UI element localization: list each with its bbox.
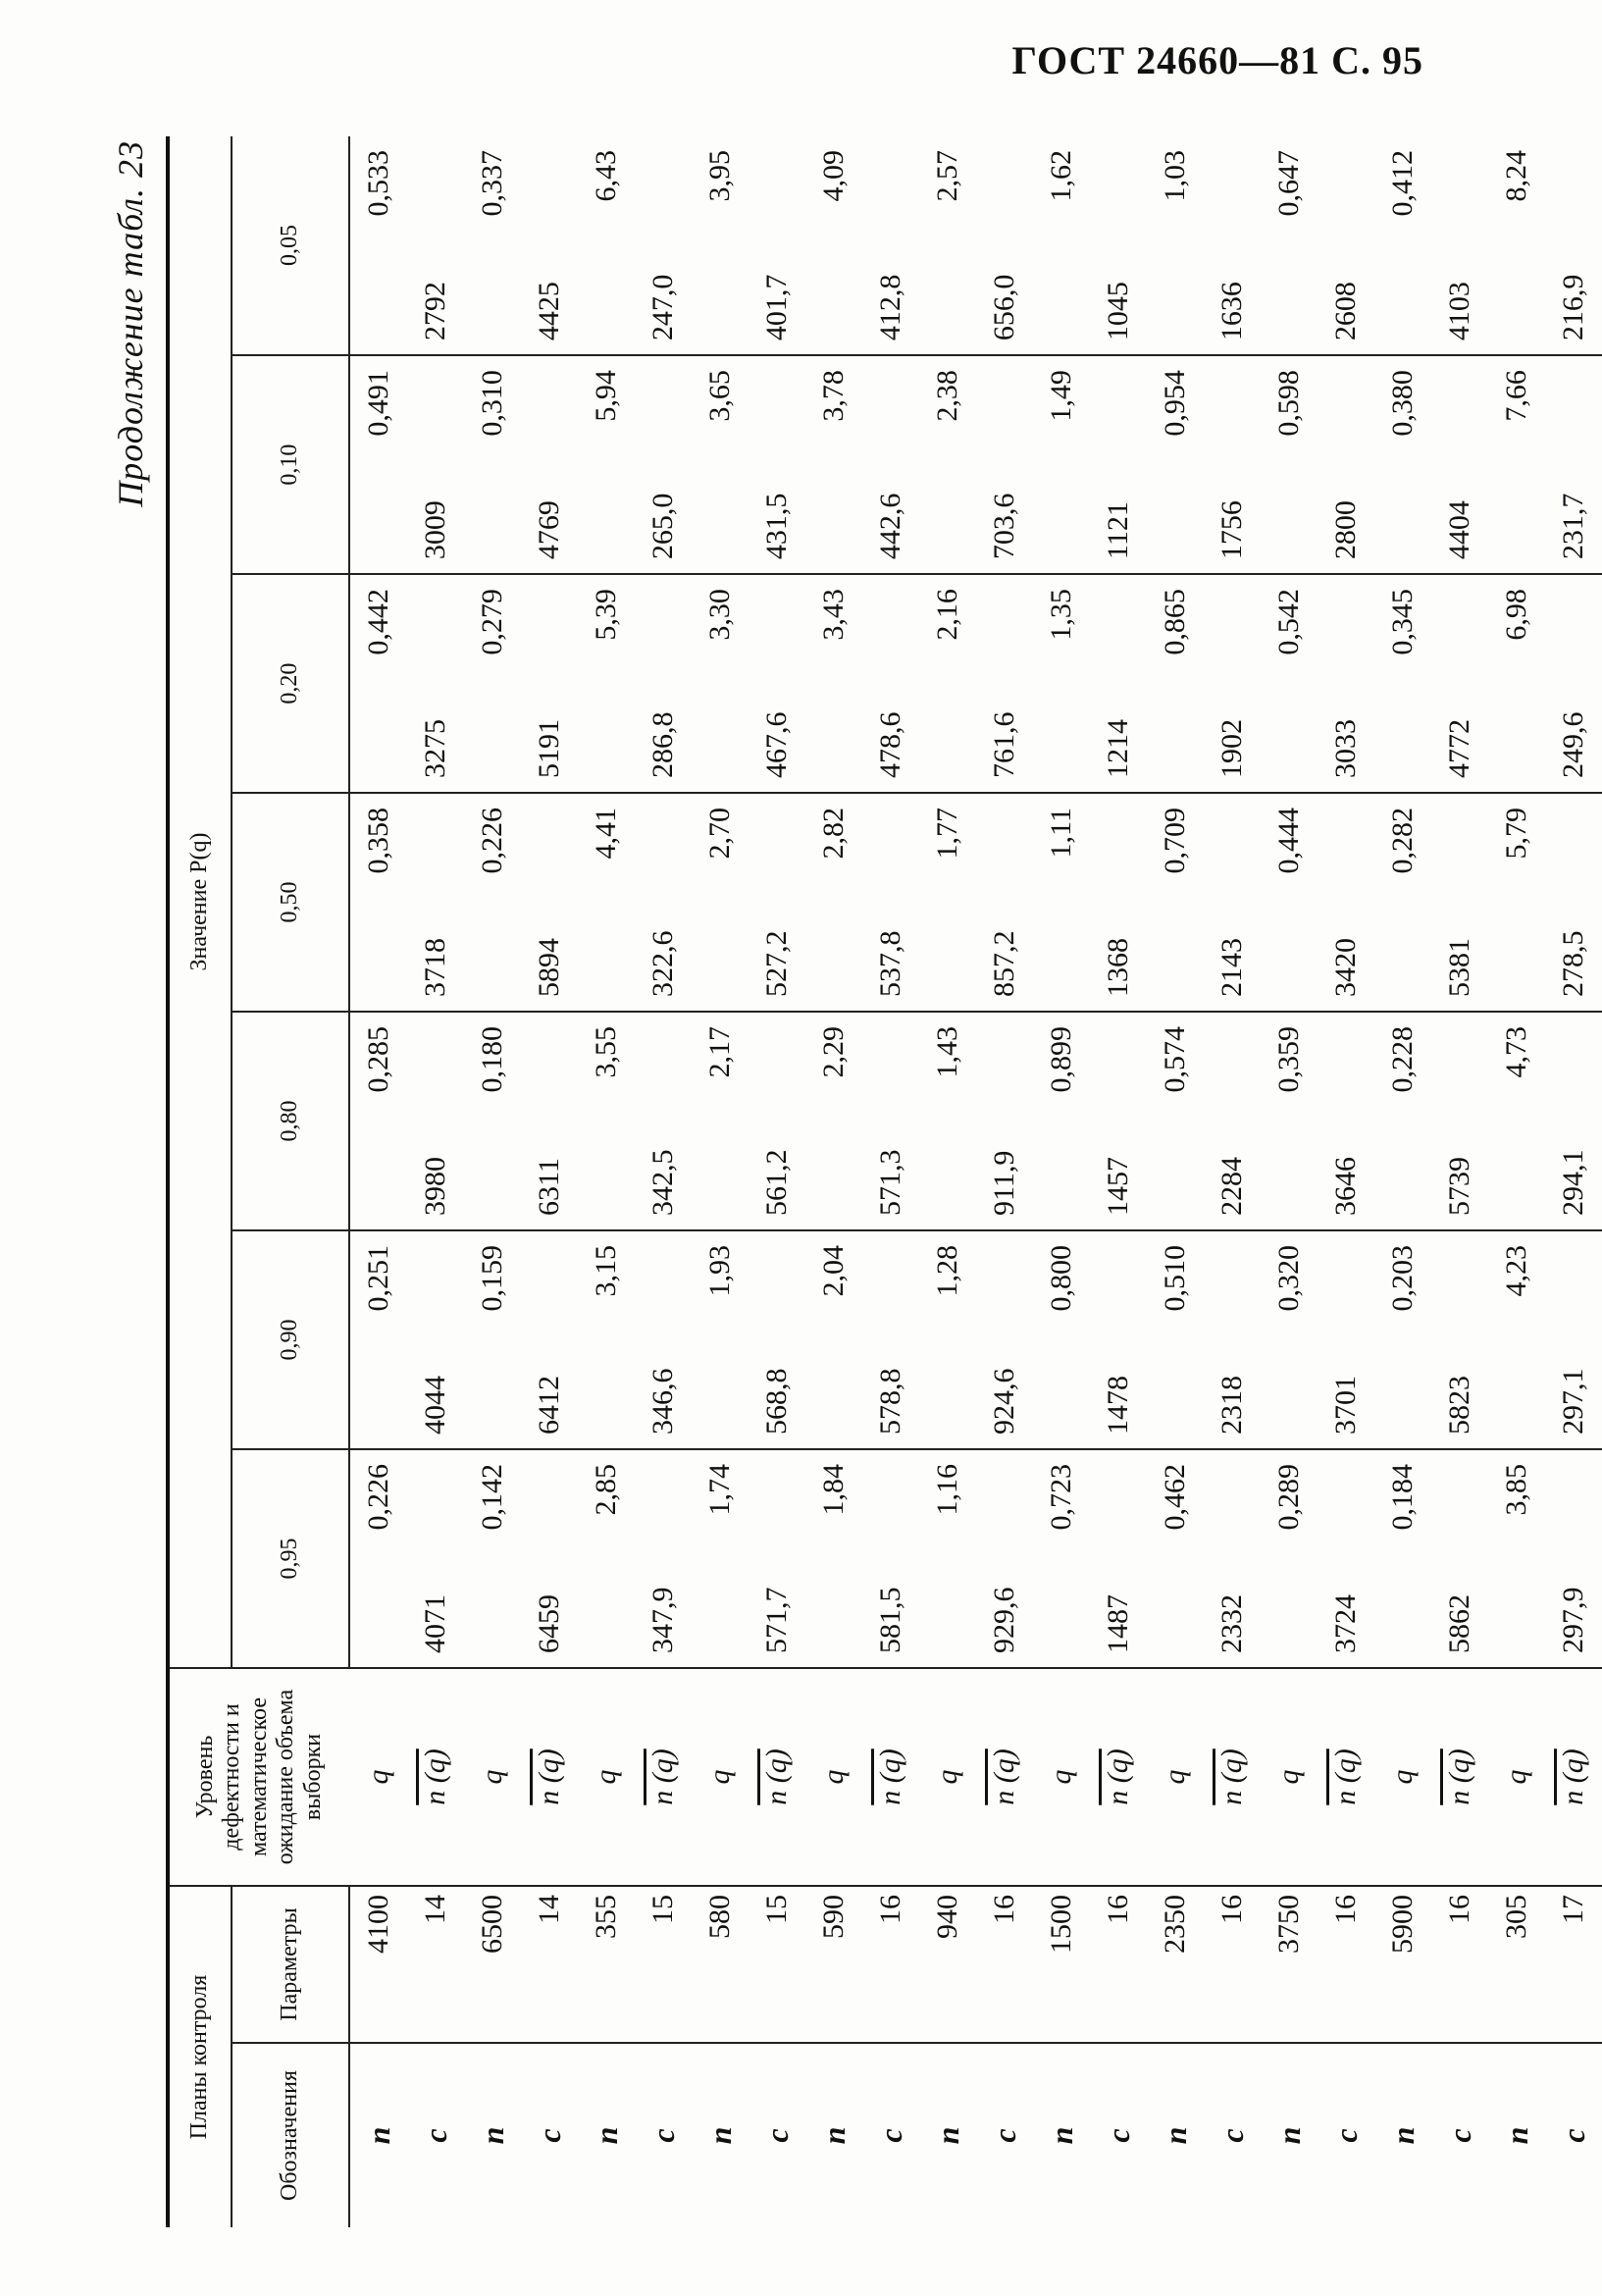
table-body	[349, 136, 1602, 2227]
value-cell: 3,85	[1488, 1449, 1545, 1668]
parameter-cell: 15	[635, 1886, 692, 2043]
designation-cell: n	[805, 2043, 862, 2227]
level-cell: n (q)	[1431, 1668, 1488, 1886]
value-cell: 3,95	[703, 150, 736, 202]
table-row	[1318, 136, 1374, 2227]
parameter-cell: 16	[1204, 1886, 1261, 2043]
value-cell: 297,1	[1545, 1230, 1602, 1449]
value-cell: 2,38	[919, 355, 976, 574]
value-cell: 297,9	[1545, 1449, 1602, 1668]
parameter-cell: 16	[1318, 1886, 1374, 2043]
parameter-cell: 4100	[349, 1886, 407, 2043]
value-cell: 6,43	[590, 150, 622, 202]
value-cell: 0,282	[1374, 793, 1431, 1012]
value-cell: 8,24	[1500, 150, 1532, 202]
value-cell: 0,228	[1374, 1012, 1431, 1230]
level-cell: q	[578, 1668, 635, 1886]
value-cell: 0,359	[1261, 1012, 1318, 1230]
parameter-cell: 6500	[464, 1886, 521, 2043]
value-cell: 1,93	[692, 1230, 749, 1449]
table-23-continuation	[166, 136, 1602, 2227]
value-cell: 857,2	[976, 793, 1033, 1012]
value-cell: 5,39	[578, 574, 635, 793]
value-cell: 1045	[1102, 282, 1134, 341]
value-cell: 578,8	[862, 1230, 919, 1449]
value-cell: 0,337	[476, 150, 508, 217]
table-row	[1033, 136, 1090, 2227]
value-cell: 4404	[1431, 355, 1488, 574]
value-cell: 0,226	[464, 793, 521, 1012]
value-cell: 0,491	[349, 355, 407, 574]
value-cell: 3033	[1318, 574, 1374, 793]
parameter-cell: 17	[1545, 1886, 1602, 2043]
table-row	[1147, 136, 1204, 2227]
value-cell: 3420	[1318, 793, 1374, 1012]
value-cell: 2792	[419, 282, 451, 341]
value-cell: 0,358	[349, 793, 407, 1012]
value-cell: 0,289	[1261, 1449, 1318, 1668]
value-cell: 6459	[521, 1449, 578, 1668]
value-cell: 0,899	[1033, 1012, 1090, 1230]
value-cell: 1214	[1090, 574, 1147, 793]
value-cell: 0,462	[1147, 1449, 1204, 1668]
designation-cell: n	[1261, 2043, 1318, 2227]
header-plans: Планы контроля	[168, 1886, 232, 2227]
parameter-cell: 580	[692, 1886, 749, 2043]
value-cell: 1756	[1204, 355, 1261, 574]
rotated-table-canvas	[99, 136, 1591, 2227]
parameter-cell: 1500	[1033, 1886, 1090, 2043]
value-cell: 342,5	[635, 1012, 692, 1230]
value-cell: 1,49	[1033, 355, 1090, 574]
value-cell: 247,0	[646, 274, 679, 341]
value-cell: 6412	[521, 1230, 578, 1449]
table-row	[635, 136, 692, 2227]
value-cell: 346,6	[635, 1230, 692, 1449]
value-cell: 7,66	[1488, 355, 1545, 574]
designation-cell: c	[407, 2043, 464, 2227]
value-cell: 2800	[1318, 355, 1374, 574]
level-cell: n (q)	[1090, 1668, 1147, 1886]
parameter-cell: 14	[407, 1886, 464, 2043]
designation-cell: c	[976, 2043, 1033, 2227]
level-cell: q	[1033, 1668, 1090, 1886]
value-cell: 0,159	[464, 1230, 521, 1449]
designation-cell: n	[1488, 2043, 1545, 2227]
table-row	[692, 136, 749, 2227]
value-cell: 2332	[1204, 1449, 1261, 1668]
value-cell: 412,8	[874, 274, 906, 341]
value-cell: 1,77	[919, 793, 976, 1012]
value-cell: 0,954	[1147, 355, 1204, 574]
level-cell: n (q)	[407, 1668, 464, 1886]
level-cell: q	[464, 1668, 521, 1886]
value-cell: 1457	[1090, 1012, 1147, 1230]
value-cell: 0,320	[1261, 1230, 1318, 1449]
value-cell: 265,0	[635, 355, 692, 574]
value-cell: 0,800	[1033, 1230, 1090, 1449]
value-cell: 0,203	[1374, 1230, 1431, 1449]
parameter-cell: 355	[578, 1886, 635, 2043]
level-cell: q	[1147, 1668, 1204, 1886]
parameter-cell: 2350	[1147, 1886, 1204, 2043]
value-cell: 1,16	[919, 1449, 976, 1668]
value-cell: 0,723	[1033, 1449, 1090, 1668]
designation-cell: n	[919, 2043, 976, 2227]
table-row	[919, 136, 976, 2227]
value-cell: 924,6	[976, 1230, 1033, 1449]
value-cell: 478,6	[862, 574, 919, 793]
value-cell: 0,251	[349, 1230, 407, 1449]
level-cell: n (q)	[635, 1668, 692, 1886]
table-row	[521, 136, 578, 2227]
page-header: ГОСТ 24660—81 С. 95	[1011, 38, 1423, 82]
header-pq: 0,05	[232, 136, 349, 355]
value-cell: 3718	[407, 793, 464, 1012]
designation-cell: c	[1431, 2043, 1488, 2227]
value-cell: 911,9	[976, 1012, 1033, 1230]
designation-cell: n	[692, 2043, 749, 2227]
level-cell: n (q)	[749, 1668, 805, 1886]
table-row	[976, 136, 1033, 2227]
value-cell: 3009	[407, 355, 464, 574]
value-cell: 1,43	[919, 1012, 976, 1230]
value-cell: 2,17	[692, 1012, 749, 1230]
value-cell: 0,574	[1147, 1012, 1204, 1230]
value-cell: 0,598	[1261, 355, 1318, 574]
value-cell: 5862	[1431, 1449, 1488, 1668]
rotated-table-area	[99, 136, 1591, 2227]
table-row	[1374, 136, 1431, 2227]
designation-cell: c	[1204, 2043, 1261, 2227]
value-cell: 4,09	[817, 150, 850, 202]
value-cell: 3275	[407, 574, 464, 793]
value-cell: 2,16	[919, 574, 976, 793]
value-cell: 3,15	[578, 1230, 635, 1449]
value-cell: 2,29	[805, 1012, 862, 1230]
value-cell: 527,2	[749, 793, 805, 1012]
level-cell: q	[692, 1668, 749, 1886]
level-cell: n (q)	[1318, 1668, 1374, 1886]
value-cell: 1636	[1215, 282, 1248, 341]
level-cell: q	[1261, 1668, 1318, 1886]
designation-cell: c	[749, 2043, 805, 2227]
table-row	[1545, 136, 1602, 2227]
value-cell: 2,04	[805, 1230, 862, 1449]
value-cell: 4044	[407, 1230, 464, 1449]
value-cell: 4,73	[1488, 1012, 1545, 1230]
designation-cell: c	[862, 2043, 919, 2227]
value-cell: 1487	[1090, 1449, 1147, 1668]
value-cell: 0,226	[349, 1449, 407, 1668]
value-cell: 1368	[1090, 793, 1147, 1012]
value-cell: 581,5	[862, 1449, 919, 1668]
value-cell: 0,380	[1374, 355, 1431, 574]
value-cell: 4,41	[578, 793, 635, 1012]
value-cell: 656,0	[988, 274, 1020, 341]
value-cell: 5823	[1431, 1230, 1488, 1449]
value-cell: 0,184	[1374, 1449, 1431, 1668]
value-cell: 0,647	[1272, 150, 1305, 217]
header-level: Уровень дефектности и математическое ожидание объема выборки	[168, 1668, 349, 1886]
value-cell: 1,62	[1045, 150, 1077, 202]
value-cell: 929,6	[976, 1449, 1033, 1668]
value-cell: 6,98	[1488, 574, 1545, 793]
value-cell: 3701	[1318, 1230, 1374, 1449]
parameter-cell: 940	[919, 1886, 976, 2043]
table-row	[407, 136, 464, 2227]
value-cell: 1,03	[1159, 150, 1191, 202]
value-cell: 442,6	[862, 355, 919, 574]
header-designations: Обозначения	[232, 2043, 349, 2227]
value-cell: 467,6	[749, 574, 805, 793]
designation-cell: n	[464, 2043, 521, 2227]
value-cell: 2318	[1204, 1230, 1261, 1449]
table-row	[1090, 136, 1147, 2227]
value-cell: 2,57	[931, 150, 963, 202]
designation-cell: c	[1318, 2043, 1374, 2227]
value-cell: 568,8	[749, 1230, 805, 1449]
value-cell: 5381	[1431, 793, 1488, 1012]
value-cell: 0,542	[1261, 574, 1318, 793]
parameter-cell: 16	[1431, 1886, 1488, 2043]
table-row	[1204, 136, 1261, 2227]
value-cell: 761,6	[976, 574, 1033, 793]
value-cell: 278,5	[1545, 793, 1602, 1012]
level-cell: q	[805, 1668, 862, 1886]
value-cell: 286,8	[635, 574, 692, 793]
value-cell: 1,11	[1033, 793, 1090, 1012]
header-value-label: Значение P(q)	[168, 136, 232, 1668]
level-cell: n (q)	[1545, 1668, 1602, 1886]
value-cell: 4103	[1443, 282, 1475, 341]
value-cell: 0,345	[1374, 574, 1431, 793]
value-cell: 3,65	[692, 355, 749, 574]
value-cell: 0,285	[349, 1012, 407, 1230]
value-cell: 2,70	[692, 793, 749, 1012]
value-cell: 2,82	[805, 793, 862, 1012]
value-cell: 4772	[1431, 574, 1488, 793]
value-cell: 1,28	[919, 1230, 976, 1449]
value-cell: 294,1	[1545, 1012, 1602, 1230]
parameter-cell: 14	[521, 1886, 578, 2043]
value-cell: 3646	[1318, 1012, 1374, 1230]
value-cell: 0,310	[464, 355, 521, 574]
header-pq: 0,90	[232, 1230, 349, 1449]
table-row	[349, 136, 407, 2227]
value-cell: 2284	[1204, 1012, 1261, 1230]
value-cell: 571,3	[862, 1012, 919, 1230]
value-cell: 0,279	[464, 574, 521, 793]
value-cell: 0,533	[362, 150, 394, 217]
value-cell: 5894	[521, 793, 578, 1012]
continuation-label: Продолжение табл. 23	[111, 140, 150, 507]
value-cell: 561,2	[749, 1012, 805, 1230]
value-cell: 3980	[407, 1012, 464, 1230]
value-cell: 0,510	[1147, 1230, 1204, 1449]
value-cell: 3,78	[805, 355, 862, 574]
level-cell: q	[1488, 1668, 1545, 1886]
value-cell: 6311	[521, 1012, 578, 1230]
value-cell: 703,6	[976, 355, 1033, 574]
table-row	[862, 136, 919, 2227]
level-cell: n (q)	[521, 1668, 578, 1886]
header-parameters: Параметры	[232, 1886, 349, 2043]
level-cell: n (q)	[862, 1668, 919, 1886]
value-cell: 537,8	[862, 793, 919, 1012]
table-row	[1488, 136, 1545, 2227]
designation-cell: c	[521, 2043, 578, 2227]
value-cell: 431,5	[749, 355, 805, 574]
header-pq: 0,20	[232, 574, 349, 793]
value-cell: 4071	[407, 1449, 464, 1668]
header-pq: 0,50	[232, 793, 349, 1012]
table-row	[805, 136, 862, 2227]
value-cell: 401,7	[760, 274, 793, 341]
table-row	[464, 136, 521, 2227]
value-cell: 4425	[533, 282, 565, 341]
value-cell: 5,79	[1488, 793, 1545, 1012]
parameter-cell: 3750	[1261, 1886, 1318, 2043]
value-cell: 3,55	[578, 1012, 635, 1230]
parameter-cell: 305	[1488, 1886, 1545, 2043]
value-cell: 5,94	[578, 355, 635, 574]
header-pq: 0,95	[232, 1449, 349, 1668]
level-cell: n (q)	[1204, 1668, 1261, 1886]
parameter-cell: 590	[805, 1886, 862, 2043]
value-cell: 0,180	[464, 1012, 521, 1230]
level-cell: q	[349, 1668, 407, 1886]
value-cell: 347,9	[635, 1449, 692, 1668]
designation-cell: n	[1374, 2043, 1431, 2227]
parameter-cell: 16	[862, 1886, 919, 2043]
value-cell: 2,85	[578, 1449, 635, 1668]
designation-cell: c	[1545, 2043, 1602, 2227]
level-cell: q	[1374, 1668, 1431, 1886]
table-row	[749, 136, 805, 2227]
value-cell: 5739	[1431, 1012, 1488, 1230]
designation-cell: n	[1033, 2043, 1090, 2227]
parameter-cell: 16	[976, 1886, 1033, 2043]
value-cell: 3,43	[805, 574, 862, 793]
value-cell: 216,9	[1557, 274, 1589, 341]
parameter-cell: 16	[1090, 1886, 1147, 2043]
value-cell: 0,442	[349, 574, 407, 793]
designation-cell: n	[1147, 2043, 1204, 2227]
value-cell: 231,7	[1545, 355, 1602, 574]
table-row	[578, 136, 635, 2227]
value-cell: 1478	[1090, 1230, 1147, 1449]
value-cell: 2608	[1329, 282, 1362, 341]
value-cell: 2143	[1204, 793, 1261, 1012]
value-cell: 4769	[521, 355, 578, 574]
table-row	[1431, 136, 1488, 2227]
value-cell: 0,142	[464, 1449, 521, 1668]
designation-cell: c	[635, 2043, 692, 2227]
value-cell: 571,7	[749, 1449, 805, 1668]
value-cell: 1902	[1204, 574, 1261, 793]
value-cell: 249,6	[1545, 574, 1602, 793]
value-cell: 0,865	[1147, 574, 1204, 793]
table-row	[1261, 136, 1318, 2227]
value-cell: 322,6	[635, 793, 692, 1012]
header-pq: 0,80	[232, 1012, 349, 1230]
value-cell: 3,30	[692, 574, 749, 793]
value-cell: 4,23	[1488, 1230, 1545, 1449]
designation-cell: c	[1090, 2043, 1147, 2227]
value-cell: 5191	[521, 574, 578, 793]
value-cell: 3724	[1318, 1449, 1374, 1668]
value-cell: 1,74	[692, 1449, 749, 1668]
level-cell: n (q)	[976, 1668, 1033, 1886]
value-cell: 1121	[1090, 355, 1147, 574]
value-cell: 0,444	[1261, 793, 1318, 1012]
level-cell: q	[919, 1668, 976, 1886]
value-cell: 1,84	[805, 1449, 862, 1668]
value-cell: 0,412	[1386, 150, 1419, 217]
designation-cell: n	[578, 2043, 635, 2227]
value-cell: 0,709	[1147, 793, 1204, 1012]
designation-cell: n	[349, 2043, 407, 2227]
header-pq: 0,10	[232, 355, 349, 574]
value-cell: 1,35	[1033, 574, 1090, 793]
parameter-cell: 15	[749, 1886, 805, 2043]
parameter-cell: 5900	[1374, 1886, 1431, 2043]
